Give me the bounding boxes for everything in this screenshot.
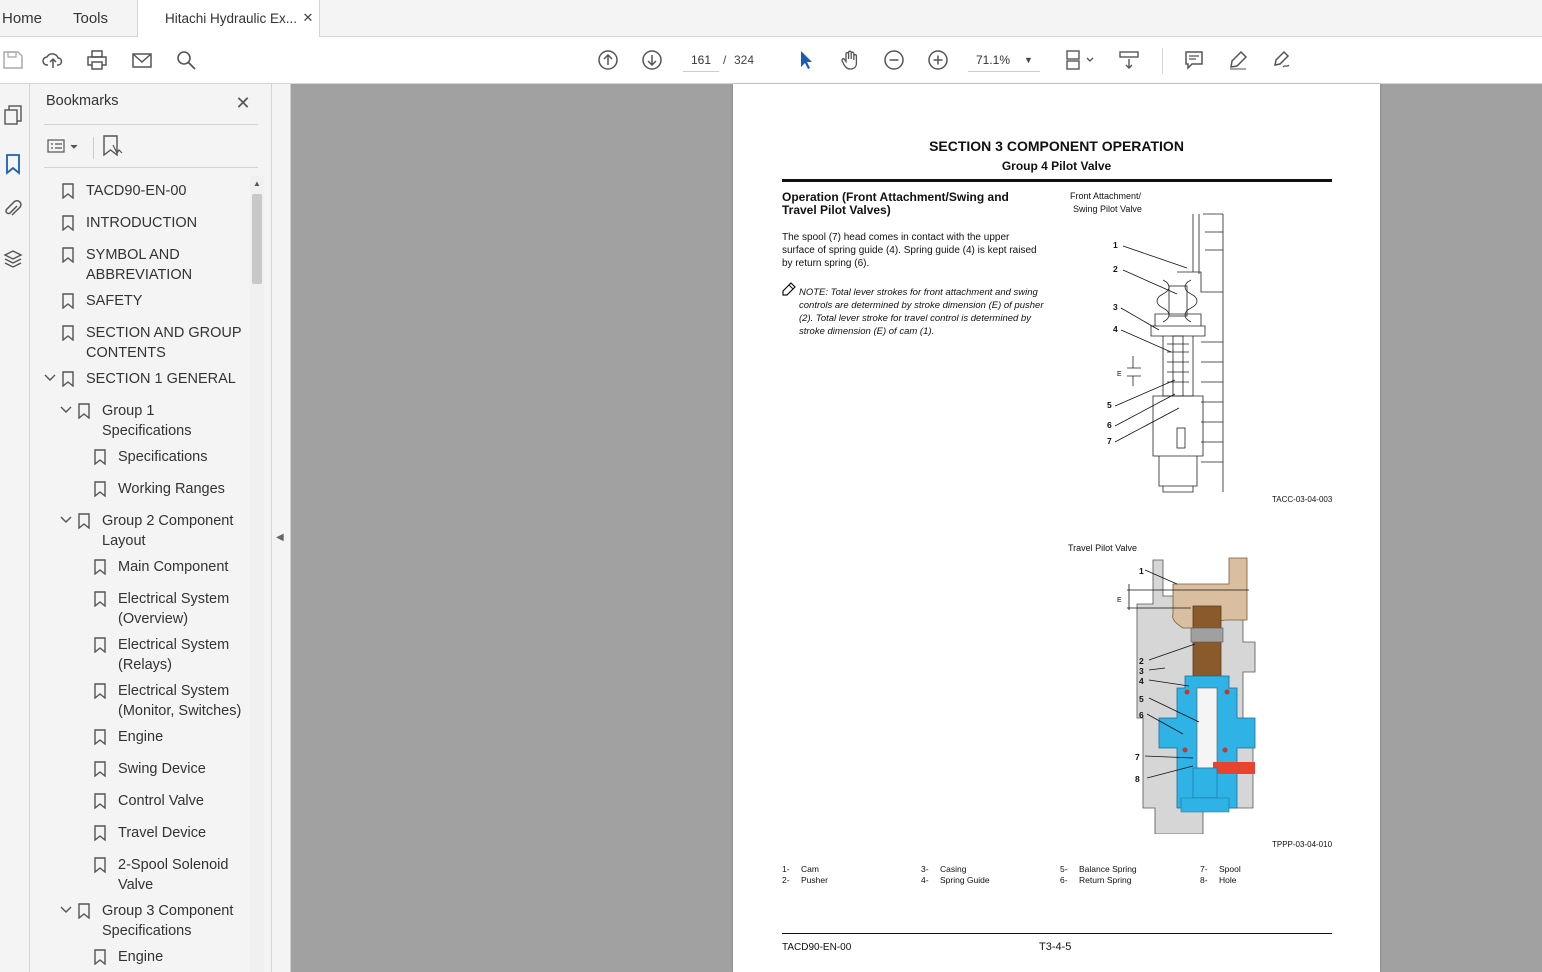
bookmark-label: Group 1	[102, 403, 155, 419]
tab-bar	[0, 0, 1542, 37]
bookmark-label: Electrical System	[118, 591, 230, 607]
legend-label: Pusher	[801, 875, 828, 885]
scroll-up-icon[interactable]: ▲	[253, 179, 261, 188]
next-page-icon[interactable]	[639, 47, 665, 73]
callout-label: 4	[1139, 676, 1144, 686]
divider	[93, 137, 94, 159]
callout-label: 2	[1139, 656, 1144, 666]
layers-icon[interactable]	[0, 244, 26, 274]
bookmark-scrollbar[interactable]	[250, 176, 264, 972]
bookmark-icon	[94, 949, 106, 965]
chevron-down-icon: ▼	[1024, 55, 1033, 65]
bookmark-icon	[94, 637, 106, 653]
bookmark-label: SECTION 1 GENERAL	[86, 371, 236, 387]
bookmark-icon	[78, 903, 90, 919]
bookmark-label: Specifications	[118, 449, 208, 465]
chevron-down-icon[interactable]	[60, 403, 72, 417]
bookmark-label: Electrical System	[118, 637, 230, 653]
bookmark-icon	[94, 729, 106, 745]
bookmark-label: Working Ranges	[118, 481, 225, 497]
note-pencil-icon	[782, 282, 796, 296]
bookmark-icon	[78, 513, 90, 529]
bookmark-label: Electrical System	[118, 683, 230, 699]
tab-home[interactable]: Home	[2, 10, 43, 27]
callout-label: 7	[1135, 752, 1140, 762]
callout-label: E	[1117, 597, 1122, 604]
previous-page-icon[interactable]	[595, 47, 621, 73]
panel-title: Bookmarks	[46, 93, 119, 109]
hand-tool-icon[interactable]	[837, 47, 863, 73]
callout-label: 5	[1107, 400, 1112, 410]
legend-label: Spring Guide	[940, 875, 990, 885]
callout-label: 6	[1107, 420, 1112, 430]
bookmark-icon	[94, 449, 106, 465]
callout-label: 2	[1113, 264, 1118, 274]
operation-body: The spool (7) head comes in contact with the upper surface of spring guide (4). Spring guide (4) is kept raised by return spring (6).	[782, 232, 1037, 269]
pdf-page	[733, 84, 1380, 972]
legend-num: 3-	[921, 864, 929, 874]
zoom-in-icon[interactable]	[925, 47, 951, 73]
bookmark-label: SECTION AND GROUP	[86, 325, 242, 341]
bookmark-icon	[78, 403, 90, 419]
footer-rule	[782, 933, 1332, 934]
legend-num: 4-	[921, 875, 929, 885]
upload-cloud-icon[interactable]	[40, 47, 66, 73]
chevron-down-icon[interactable]	[60, 903, 72, 917]
scrolling-mode-icon[interactable]	[1116, 47, 1142, 73]
tab-tools[interactable]: Tools	[73, 10, 109, 27]
bookmark-label: Group 2 Component	[102, 513, 234, 529]
bookmark-label: Specifications	[102, 923, 192, 939]
email-icon[interactable]	[129, 47, 155, 73]
callout-label: 6	[1139, 710, 1144, 720]
bookmark-icon	[94, 559, 106, 575]
panel-collapse-strip	[272, 84, 291, 972]
callout-label: 5	[1139, 694, 1144, 704]
legend-num: 2-	[782, 875, 790, 885]
bookmark-icon	[94, 761, 106, 777]
bookmark-icon	[94, 793, 106, 809]
callout-label: 3	[1139, 666, 1144, 676]
bookmark-label: Control Valve	[118, 793, 204, 809]
legend-label: Cam	[801, 864, 819, 874]
bookmarks-panel	[30, 84, 272, 972]
save-icon[interactable]	[0, 47, 26, 73]
page-display-icon[interactable]	[1062, 47, 1098, 73]
bookmark-label: Valve	[118, 877, 154, 893]
callout-label: 1	[1139, 566, 1144, 576]
bookmark-label: TACD90-EN-00	[86, 183, 187, 199]
document-viewer[interactable]	[291, 84, 1542, 972]
bookmark-icon	[94, 683, 106, 699]
page-thumbnails-icon[interactable]	[0, 100, 26, 130]
bookmark-tools	[44, 125, 258, 167]
bookmark-label: (Relays)	[118, 657, 172, 673]
divider	[44, 167, 258, 168]
bookmark-icon	[94, 591, 106, 607]
bookmark-label: Group 3 Component	[102, 903, 234, 919]
callout-label: 4	[1113, 324, 1118, 334]
legend-label: Balance Spring	[1079, 864, 1137, 874]
bookmark-icon	[94, 825, 106, 841]
note-text: NOTE: Total lever strokes for front attachment and swing controls are determined by stroke dimension (E) of pusher (2). Total lever stroke for travel control is determined by stroke dimension (E) of cam (1).	[799, 287, 1044, 337]
bookmark-panel-icon[interactable]	[0, 149, 26, 179]
legend-num: 5-	[1060, 864, 1068, 874]
page-number-input[interactable]	[683, 48, 719, 72]
new-bookmark-icon[interactable]	[99, 133, 125, 159]
bookmark-label: CONTENTS	[86, 345, 166, 361]
figure-2-caption: Travel Pilot Valve	[1068, 543, 1138, 553]
total-pages: 324	[734, 53, 755, 67]
navigation-rail	[0, 84, 30, 972]
bookmark-icon	[94, 857, 106, 873]
legend-num: 8-	[1200, 875, 1208, 885]
bookmark-icon	[62, 293, 74, 309]
bookmark-label: Main Component	[118, 559, 229, 575]
select-cursor-icon[interactable]	[793, 47, 819, 73]
bookmark-label: Travel Device	[118, 825, 207, 841]
operation-heading: Operation (Front Attachment/Swing and Travel Pilot Valves)	[782, 190, 1009, 217]
travel-pilot-valve-diagram	[1093, 554, 1263, 834]
figure-1-caption: Front Attachment/	[1070, 191, 1142, 201]
footer-doc-id: TACD90-EN-00	[782, 942, 852, 953]
legend-label: Return Spring	[1079, 875, 1132, 885]
close-icon[interactable]: ✕	[235, 93, 251, 113]
callout-label: 8	[1135, 774, 1140, 784]
figure-1-id: TACC-03-04-003	[1272, 495, 1333, 504]
group-title: Group 4 Pilot Valve	[1001, 159, 1112, 173]
bookmark-icon	[62, 183, 74, 199]
legend-label: Spool	[1219, 864, 1241, 874]
front-attachment-pilot-valve-diagram	[1093, 212, 1233, 494]
bookmark-icon	[62, 325, 74, 341]
tab-document-title: Hitachi Hydraulic Ex...	[165, 11, 298, 26]
print-icon[interactable]	[84, 47, 110, 73]
legend-num: 6-	[1060, 875, 1068, 885]
callout-label: 7	[1107, 436, 1112, 446]
footer-page-number: T3-4-5	[1039, 941, 1072, 953]
search-icon[interactable]	[173, 47, 199, 73]
highlight-pen-icon[interactable]	[1225, 47, 1251, 73]
bookmark-label: Layout	[102, 533, 146, 549]
bookmark-label: (Overview)	[118, 611, 189, 627]
bookmark-label: (Monitor, Switches)	[118, 703, 242, 719]
legend-label: Hole	[1219, 875, 1237, 885]
callout-label: 1	[1113, 240, 1118, 250]
toolbar-divider	[1162, 48, 1163, 74]
figure-1-caption: Swing Pilot Valve	[1073, 204, 1142, 214]
bookmark-icon	[62, 215, 74, 231]
chevron-down-icon[interactable]	[44, 371, 56, 385]
toolbar	[0, 37, 1542, 84]
zoom-dropdown[interactable]	[968, 48, 1040, 72]
header-rule	[782, 179, 1332, 182]
bookmark-list	[44, 176, 250, 972]
bookmark-label: ABBREVIATION	[86, 267, 193, 283]
bookmark-label: Specifications	[102, 423, 192, 439]
section-title: SECTION 3 COMPONENT OPERATION	[929, 138, 1184, 154]
zoom-out-icon[interactable]	[881, 47, 907, 73]
callout-label: 3	[1113, 302, 1118, 312]
legend-num: 7-	[1200, 864, 1208, 874]
attachment-icon[interactable]	[0, 194, 26, 224]
bookmark-icon	[62, 247, 74, 263]
bookmark-label: INTRODUCTION	[86, 215, 198, 231]
sign-icon[interactable]	[1269, 47, 1295, 73]
comment-icon[interactable]	[1181, 47, 1207, 73]
bookmark-icon	[94, 481, 106, 497]
bookmark-label: Engine	[118, 729, 164, 745]
options-menu-icon[interactable]	[46, 135, 80, 157]
legend-num: 1-	[782, 864, 790, 874]
scroll-thumb[interactable]	[252, 194, 262, 284]
bookmark-label: SYMBOL AND	[86, 247, 180, 263]
page-separator: /	[723, 53, 727, 67]
legend-label: Casing	[940, 864, 967, 874]
collapse-panel-icon[interactable]: ◀	[276, 532, 284, 543]
bookmark-label: SAFETY	[86, 293, 143, 309]
figure-2-id: TPPP-03-04-010	[1272, 840, 1333, 849]
bookmark-icon	[62, 371, 74, 387]
bookmark-label: 2-Spool Solenoid	[118, 857, 229, 873]
bookmark-label: Swing Device	[118, 761, 206, 777]
tab-document[interactable]	[137, 0, 320, 38]
zoom-value: 71.1%	[976, 53, 1011, 67]
close-tab-icon[interactable]: ✕	[302, 10, 314, 25]
bookmark-label: Engine	[118, 949, 164, 965]
callout-label: E	[1117, 371, 1122, 378]
chevron-down-icon[interactable]	[60, 513, 72, 527]
